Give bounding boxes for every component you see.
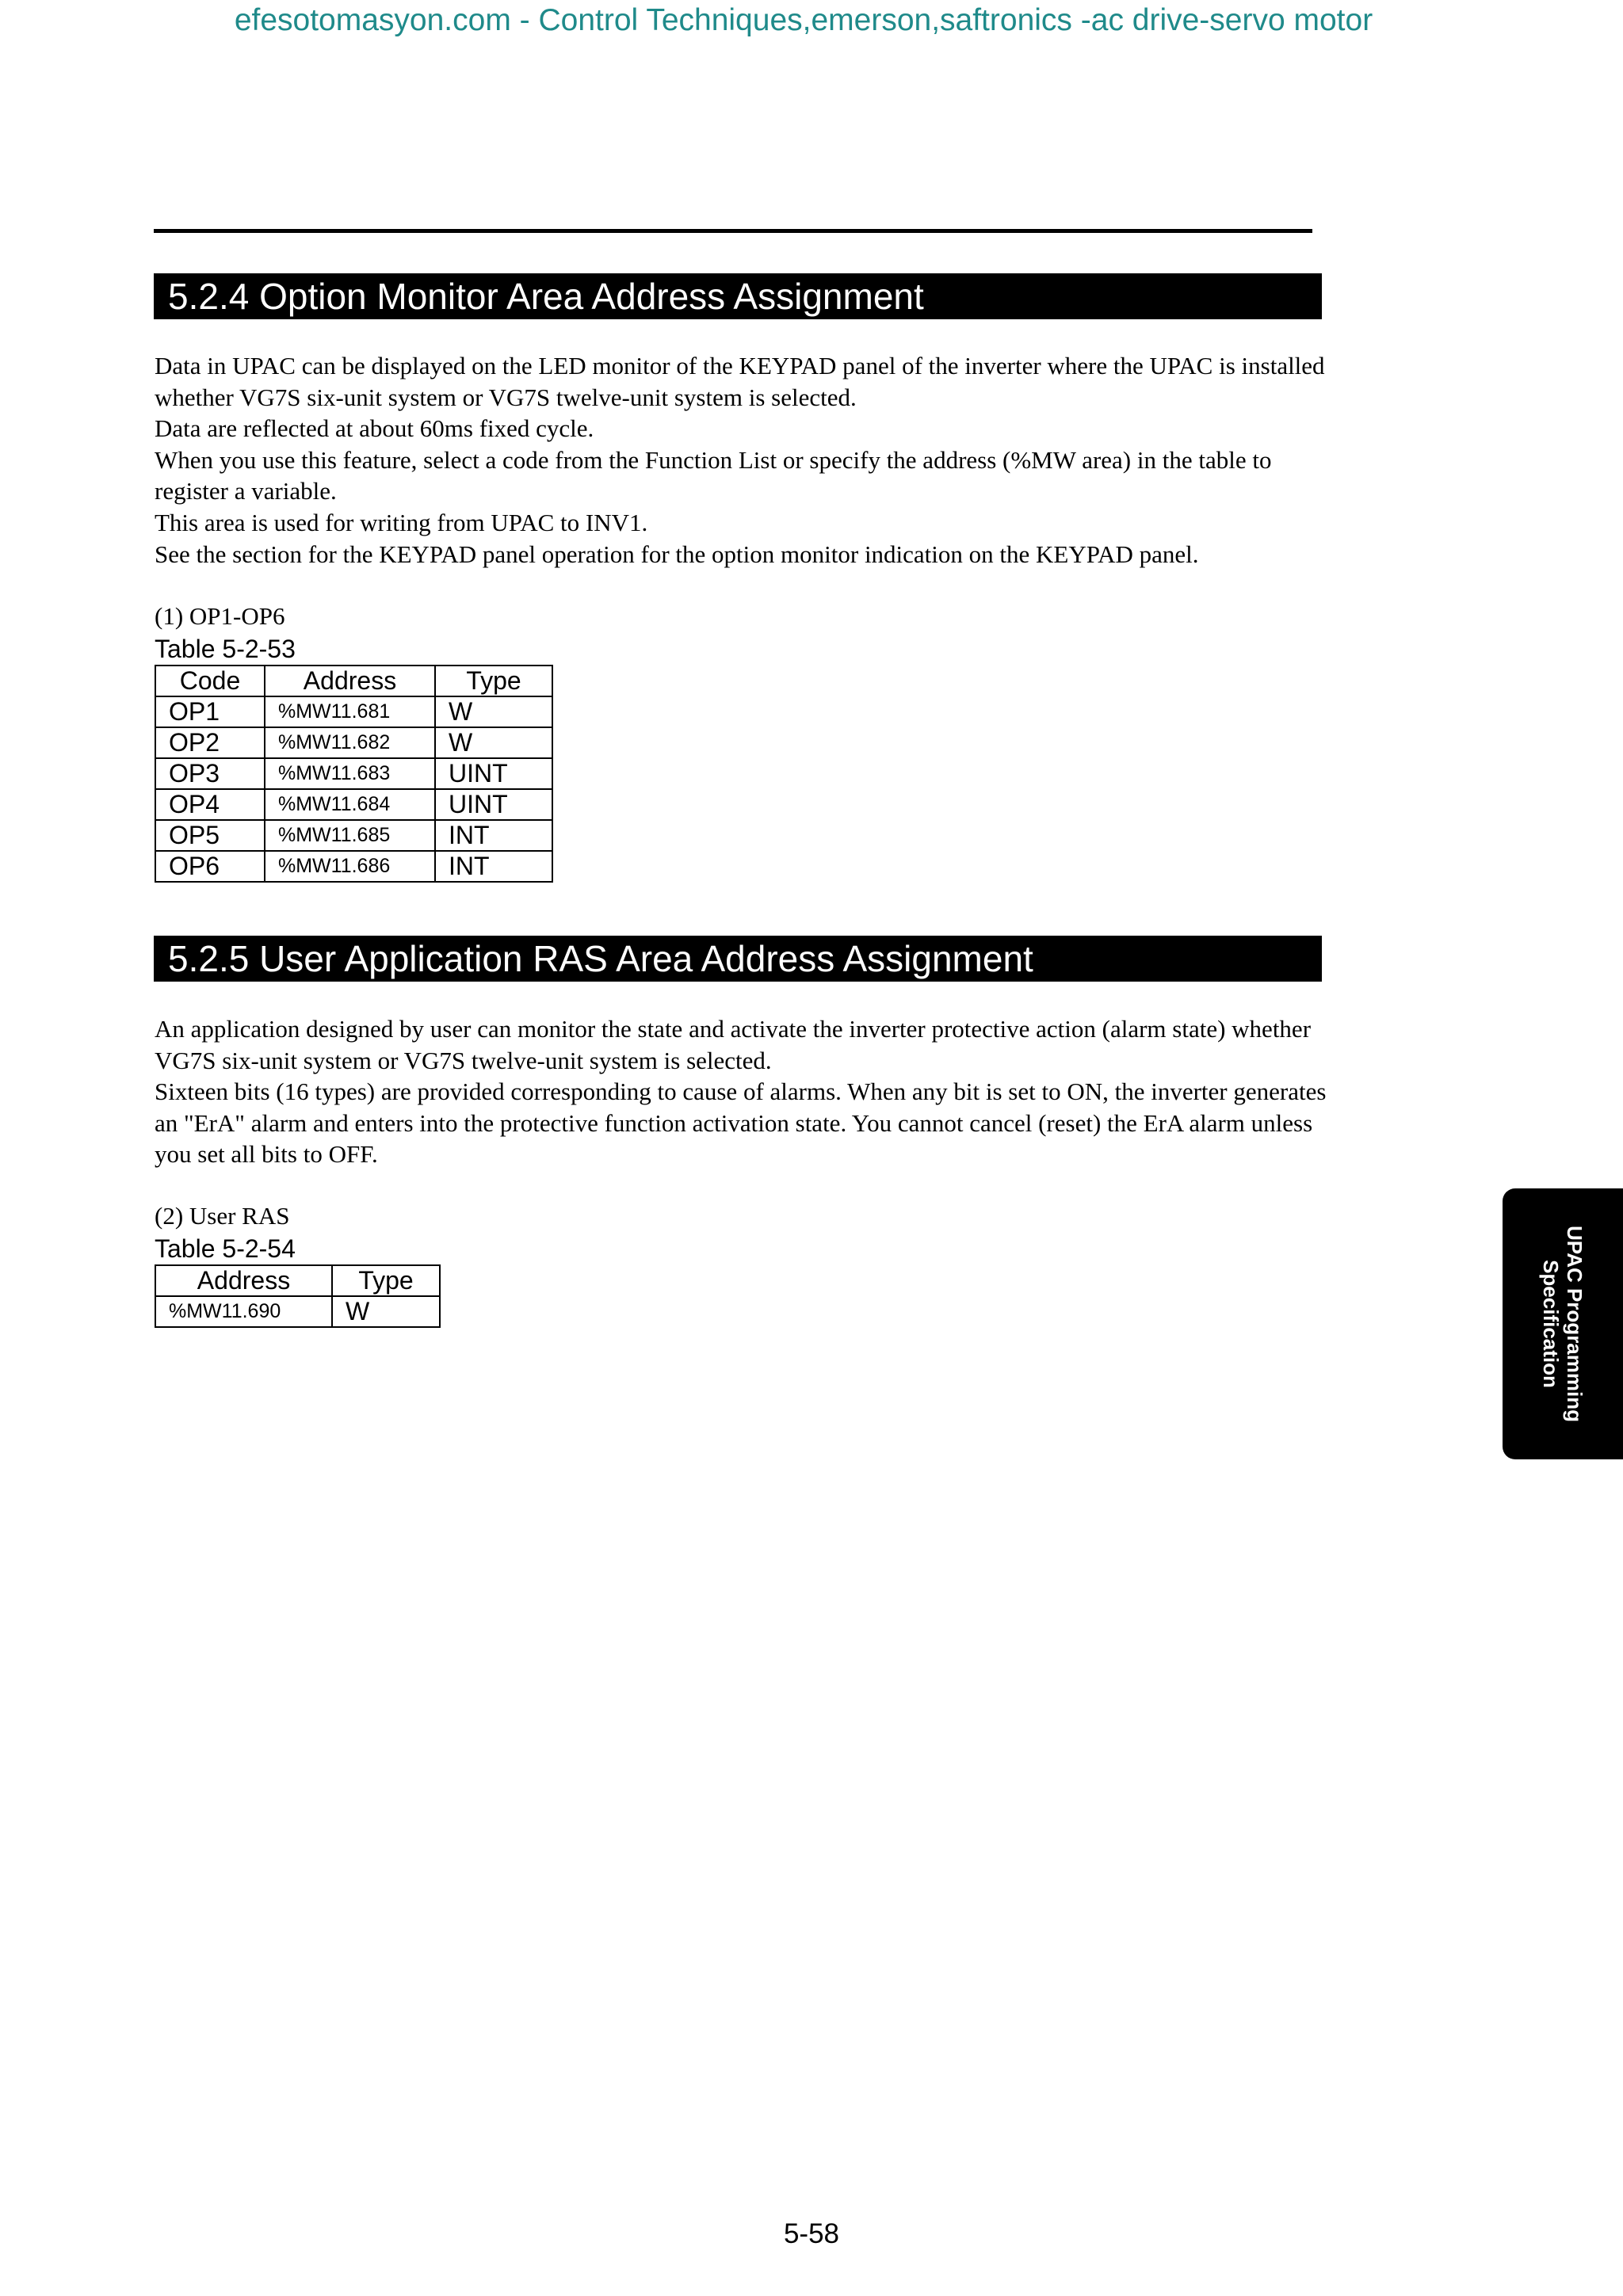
table-cell-type: INT — [435, 851, 552, 882]
section1-paragraph: This area is used for writing from UPAC to INV1. — [155, 508, 648, 536]
table-cell-address: %MW11.683 — [265, 758, 435, 789]
side-tab-label — [1539, 1226, 1587, 1422]
table-cell-code: OP1 — [155, 696, 265, 727]
section2-paragraph: An application designed by user can monitor the state and activate the inverter protective action (alarm state) whether VG7S six-unit system or VG7S twelve-unit system is selected. — [155, 1015, 1312, 1074]
section1-paragraph: Data are reflected at about 60ms fixed cycle. — [155, 414, 594, 443]
table-cell-type: UINT — [435, 789, 552, 820]
table-header-type: Type — [435, 666, 552, 696]
table-cell-code: OP5 — [155, 820, 265, 851]
table-cell-address: %MW11.685 — [265, 820, 435, 851]
table-cell-type: UINT — [435, 758, 552, 789]
table-row — [155, 851, 552, 882]
section-heading-5-2-4: 5.2.4 Option Monitor Area Address Assignment — [154, 273, 1322, 319]
table-caption-5-2-53: Table 5-2-53 — [155, 635, 296, 663]
section1-paragraph: Data in UPAC can be displayed on the LED monitor of the KEYPAD panel of the inverter where the UPAC is installed whether VG7S six-unit system or VG7S twelve-unit system is selected. — [155, 352, 1325, 411]
table-cell-address: %MW11.690 — [155, 1296, 332, 1327]
table-cell-type: W — [332, 1296, 440, 1327]
table-row — [155, 1296, 440, 1327]
section2-paragraph: Sixteen bits (16 types) are provided corresponding to cause of alarms. When any bit is set to ON, the inverter generates an "ErA" alarm and enters into the protective function activation state. You cannot cancel (reset) the ErA alarm unless you set all bits to OFF. — [155, 1077, 1327, 1169]
item-label-op1-op6: (1) OP1-OP6 — [155, 602, 285, 630]
page-number: 5-58 — [783, 2218, 840, 2249]
table-row — [155, 696, 552, 727]
table-cell-address: %MW11.686 — [265, 851, 435, 882]
table-header-type: Type — [332, 1265, 440, 1296]
table-cell-type: INT — [435, 820, 552, 851]
table-cell-type: W — [435, 696, 552, 727]
chapter-side-tab — [1503, 1188, 1623, 1459]
table-cell-code: OP6 — [155, 851, 265, 882]
side-tab-line: UPAC Programming — [1563, 1226, 1587, 1422]
table-row — [155, 820, 552, 851]
op-table — [155, 665, 553, 883]
table-row — [155, 758, 552, 789]
table-row — [155, 727, 552, 758]
table-header-row — [155, 1265, 440, 1296]
table-cell-code: OP3 — [155, 758, 265, 789]
user-ras-table — [155, 1264, 441, 1328]
section1-paragraph: When you use this feature, select a code from the Function List or specify the address (%MW area) in the table to register a variable. — [155, 445, 1272, 505]
top-rule — [154, 229, 1312, 233]
section2-body — [155, 1013, 1335, 1170]
table-cell-code: OP2 — [155, 727, 265, 758]
table-cell-code: OP4 — [155, 789, 265, 820]
table-header-row — [155, 666, 552, 696]
side-tab-line: Specification — [1539, 1260, 1563, 1388]
table-header-address: Address — [155, 1265, 332, 1296]
section1-paragraph: See the section for the KEYPAD panel operation for the option monitor indication on the KEYPAD panel. — [155, 540, 1199, 568]
table-caption-5-2-54: Table 5-2-54 — [155, 1234, 296, 1263]
item-label-user-ras: (2) User RAS — [155, 1202, 290, 1230]
table-cell-address: %MW11.682 — [265, 727, 435, 758]
section-heading-5-2-5: 5.2.5 User Application RAS Area Address Assignment — [154, 936, 1322, 982]
section1-body — [155, 350, 1335, 570]
table-cell-address: %MW11.681 — [265, 696, 435, 727]
table-cell-type: W — [435, 727, 552, 758]
site-banner: efesotomasyon.com - Control Techniques,emerson,saftronics -ac drive-servo motor — [234, 3, 1373, 37]
table-header-code: Code — [155, 666, 265, 696]
table-row — [155, 789, 552, 820]
table-header-address: Address — [265, 666, 435, 696]
table-cell-address: %MW11.684 — [265, 789, 435, 820]
